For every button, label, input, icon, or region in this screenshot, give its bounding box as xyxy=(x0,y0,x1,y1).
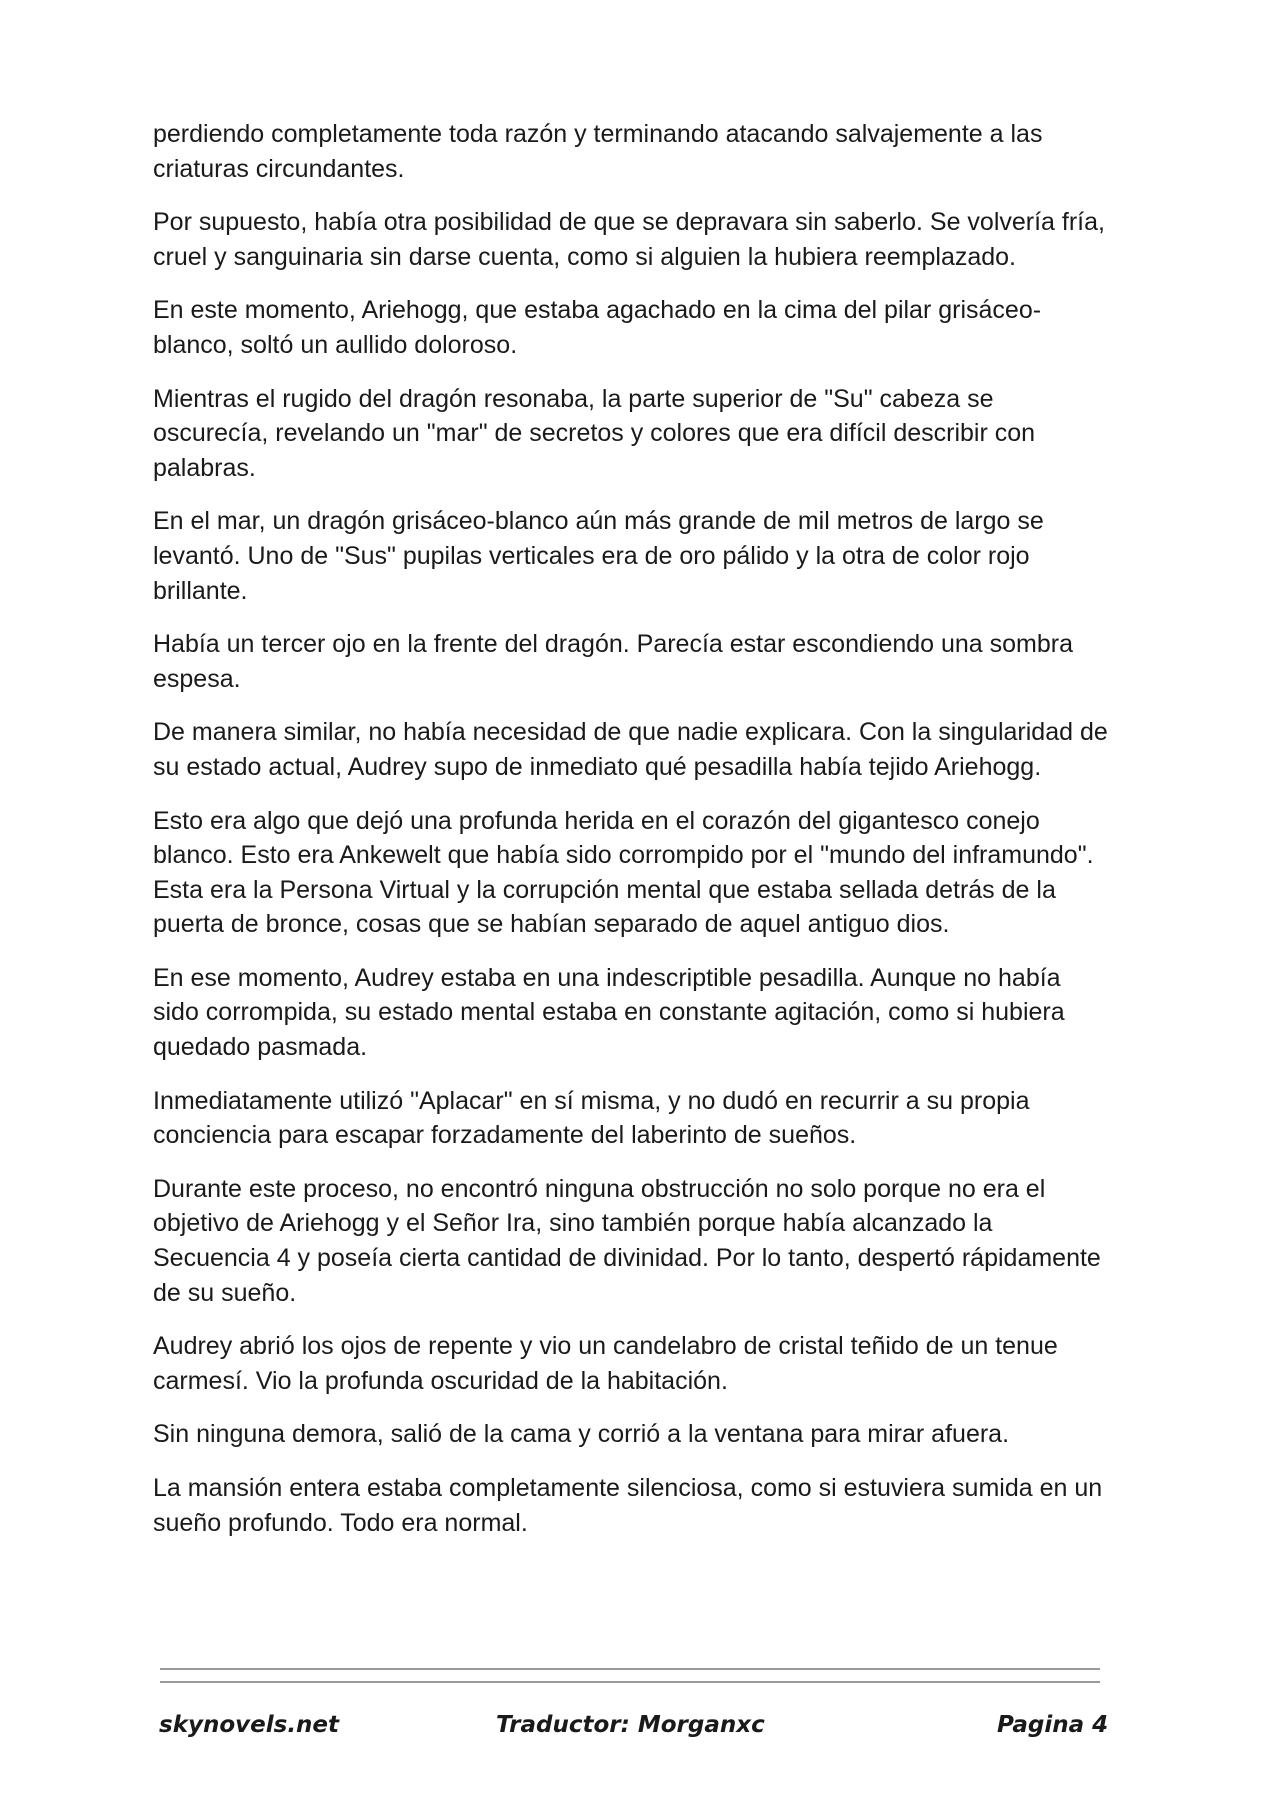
paragraph-12: Audrey abrió los ojos de repente y vio un candelabro de cristal teñido de un tenue carmesí. Vio la profunda oscuridad de la habitación. xyxy=(153,1332,1058,1395)
footer-page-number: Pagina 4 xyxy=(997,1712,1109,1738)
footer-translator: Traductor: Morganxc xyxy=(496,1712,765,1738)
paragraph-3: En este momento, Ariehogg, que estaba agachado en la cima del pilar grisáceo-blanco, soltó un aullido doloroso. xyxy=(153,296,1042,359)
footer-divider-top xyxy=(160,1668,1100,1670)
paragraph-9: En ese momento, Audrey estaba en una indescriptible pesadilla. Aunque no había sido corrompida, su estado mental estaba en constante agitación, como si hubiera quedado pasmada. xyxy=(153,963,1065,1062)
body-text xyxy=(153,117,1113,1559)
paragraph-14: La mansión entera estaba completamente silenciosa, como si estuviera sumida en un sueño profundo. Todo era normal. xyxy=(153,1474,1103,1537)
paragraph-13: Sin ninguna demora, salió de la cama y corrió a la ventana para mirar afuera. xyxy=(153,1420,1010,1449)
paragraph-5: En el mar, un dragón grisáceo-blanco aún más grande de mil metros de largo se levantó. Uno de "Sus" pupilas verticales era de oro pálido y la otra de color rojo brillante. xyxy=(153,507,1044,605)
paragraph-2: Por supuesto, había otra posibilidad de que se depravara sin saberlo. Se volvería fría, cruel y sanguinaria sin darse cuenta, como si alguien la hubiera reemplazado. xyxy=(153,208,1105,271)
paragraph-4: Mientras el rugido del dragón resonaba, la parte superior de "Su" cabeza se oscurecía, revelando un "mar" de secretos y colores que era difícil describir con palabras. xyxy=(153,384,1036,482)
paragraph-7: De manera similar, no había necesidad de que nadie explicara. Con la singularidad de su estado actual, Audrey supo de inmediato qué pesadilla había tejido Ariehogg. xyxy=(153,718,1108,781)
paragraph-6: Había un tercer ojo en la frente del dragón. Parecía estar escondiendo una sombra espesa. xyxy=(153,630,1074,693)
paragraph-8: Esto era algo que dejó una profunda herida en el corazón del gigantesco conejo blanco. Esto era Ankewelt que había sido corrompido por el "mundo del inframundo". Esta era la Persona Virtual y la corrupción mental que estaba sellada detrás de la puerta de bronce, cosas que se habían separado de aquel antiguo dios. xyxy=(153,806,1094,939)
footer-divider-bottom xyxy=(160,1681,1100,1683)
paragraph-11: Durante este proceso, no encontró ninguna obstrucción no solo porque no era el objetivo de Ariehogg y el Señor Ira, sino también porque había alcanzado la Secuencia 4 y poseía cierta cantidad de divinidad. Por lo tanto, despertó rápidamente de su sueño. xyxy=(153,1174,1101,1307)
paragraph-10: Inmediatamente utilizó "Aplacar" en sí misma, y no dudó en recurrir a su propia conciencia para escapar forzadamente del laberinto de sueños. xyxy=(153,1086,1030,1150)
paragraph-1: perdiendo completamente toda razón y terminando atacando salvajemente a las criaturas circundantes. xyxy=(153,120,1043,183)
footer-site: skynovels.net xyxy=(159,1712,340,1738)
